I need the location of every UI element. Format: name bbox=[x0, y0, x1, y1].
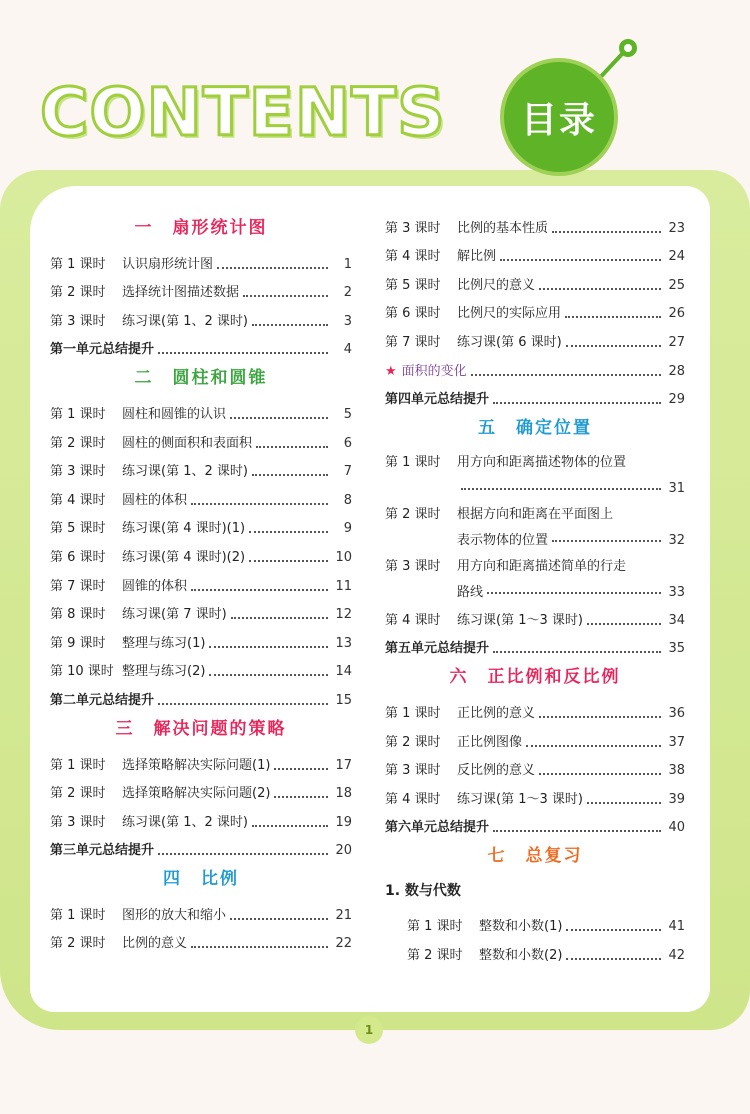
summary-title: 第五单元总结提升 bbox=[385, 641, 490, 657]
toc-entry-two-line[interactable] bbox=[385, 446, 685, 498]
lesson-number: 第 4 课时 bbox=[50, 492, 106, 508]
dot-leader bbox=[158, 853, 328, 855]
page-ref: 42 bbox=[668, 947, 685, 963]
dot-leader bbox=[493, 830, 661, 832]
page-ref: 2 bbox=[343, 285, 352, 301]
right-column bbox=[385, 210, 685, 966]
lesson-number: 第 10 课时 bbox=[50, 664, 114, 680]
contents-heading: CONTENTS bbox=[40, 74, 446, 151]
page-ref: 7 bbox=[343, 464, 352, 480]
lesson-number: 第 7 课时 bbox=[50, 578, 106, 594]
dot-leader bbox=[231, 617, 328, 619]
dot-leader bbox=[217, 267, 328, 269]
page-ref: 11 bbox=[335, 578, 352, 594]
dot-leader bbox=[209, 646, 328, 648]
toc-entry[interactable] bbox=[50, 539, 352, 568]
lesson-title: 练习课(第 1、2 课时) bbox=[122, 313, 248, 329]
dot-leader bbox=[252, 825, 328, 827]
dot-leader bbox=[191, 946, 328, 948]
page-ref: 20 bbox=[335, 843, 352, 859]
page-ref: 8 bbox=[343, 492, 352, 508]
page-number: 1 bbox=[355, 1016, 383, 1044]
page-ref: 9 bbox=[343, 521, 352, 537]
toc-entry[interactable] bbox=[385, 239, 685, 268]
lesson-title: 根据方向和距离在平面图上 bbox=[457, 507, 614, 523]
page-ref: 13 bbox=[335, 635, 352, 651]
lesson-number: 第 1 课时 bbox=[385, 455, 441, 471]
page-ref: 15 bbox=[335, 692, 352, 708]
toc-entry[interactable] bbox=[385, 695, 685, 724]
lesson-title: 用方向和距离描述物体的位置 bbox=[457, 455, 627, 471]
toc-entry[interactable] bbox=[50, 804, 352, 833]
dot-leader bbox=[158, 352, 328, 354]
lesson-title: 练习课(第 4 课时)(2) bbox=[122, 549, 246, 565]
left-column bbox=[50, 210, 352, 954]
lesson-number: 第 1 课时 bbox=[407, 918, 463, 934]
lesson-number: 第 1 课时 bbox=[50, 256, 106, 272]
lesson-title: 整理与练习(1) bbox=[122, 635, 206, 651]
lesson-number: 第 2 课时 bbox=[50, 786, 106, 802]
lesson-number: 第 2 课时 bbox=[385, 507, 441, 523]
toc-entry[interactable] bbox=[50, 246, 352, 275]
lesson-title: 比例尺的实际应用 bbox=[457, 306, 562, 322]
unit-title: 六 正比例和反比例 bbox=[449, 667, 621, 688]
lesson-number: 第 3 课时 bbox=[385, 559, 441, 575]
lesson-number: 第 7 课时 bbox=[385, 334, 441, 350]
toc-entry[interactable] bbox=[50, 776, 352, 805]
page-ref: 35 bbox=[668, 641, 685, 657]
page-ref: 36 bbox=[668, 705, 685, 721]
entry-line-2 bbox=[385, 470, 685, 496]
page-ref: 29 bbox=[668, 392, 685, 408]
unit-summary-entry[interactable] bbox=[385, 810, 685, 839]
toc-entry[interactable] bbox=[50, 926, 352, 955]
lesson-number: 第 3 课时 bbox=[50, 814, 106, 830]
dot-leader bbox=[274, 796, 328, 798]
toc-entry[interactable] bbox=[50, 897, 352, 926]
dot-leader bbox=[493, 402, 661, 404]
dot-leader bbox=[566, 345, 661, 347]
summary-title: 第一单元总结提升 bbox=[50, 342, 155, 358]
toc-entry[interactable] bbox=[50, 654, 352, 683]
page-ref: 33 bbox=[668, 585, 685, 601]
lesson-number: 第 5 课时 bbox=[50, 521, 106, 537]
entry-line-1 bbox=[385, 498, 685, 522]
unit-title: 三 解决问题的策略 bbox=[115, 718, 287, 739]
lesson-number: 第 4 课时 bbox=[385, 791, 441, 807]
lesson-title: 圆柱的侧面积和表面积 bbox=[122, 435, 253, 451]
toc-entry[interactable] bbox=[385, 324, 685, 353]
lesson-title: 练习课(第 6 课时) bbox=[457, 334, 562, 350]
lesson-title: 整理与练习(2) bbox=[122, 664, 206, 680]
lesson-number: 第 2 课时 bbox=[50, 936, 106, 952]
lesson-title: 练习课(第 4 课时)(1) bbox=[122, 521, 246, 537]
page-ref: 23 bbox=[668, 220, 685, 236]
toc-entry[interactable] bbox=[50, 482, 352, 511]
dot-leader bbox=[471, 374, 661, 376]
dot-leader bbox=[587, 802, 661, 804]
lesson-title: 比例的意义 bbox=[122, 936, 188, 952]
entry-line-2 bbox=[385, 522, 685, 548]
entry-line-1 bbox=[385, 550, 685, 574]
dot-leader bbox=[500, 259, 661, 261]
lesson-number: 第 1 课时 bbox=[50, 907, 106, 923]
page-ref: 24 bbox=[668, 249, 685, 265]
dot-leader bbox=[493, 651, 661, 653]
page-ref: 18 bbox=[335, 786, 352, 802]
toc-entry[interactable] bbox=[50, 454, 352, 483]
entry-line-2 bbox=[385, 574, 685, 600]
summary-title: 第二单元总结提升 bbox=[50, 692, 155, 708]
lesson-number: 第 4 课时 bbox=[385, 612, 441, 628]
lesson-number: 第 2 课时 bbox=[407, 947, 463, 963]
lesson-title: 练习课(第 1、2 课时) bbox=[122, 464, 248, 480]
lesson-number: 第 2 课时 bbox=[385, 734, 441, 750]
dot-leader bbox=[565, 316, 661, 318]
dot-leader bbox=[243, 295, 328, 297]
dot-leader bbox=[526, 745, 661, 747]
mulu-label: 目录 bbox=[520, 99, 597, 141]
page-ref: 4 bbox=[343, 342, 352, 358]
dot-leader bbox=[249, 531, 328, 533]
page-ref: 19 bbox=[335, 814, 352, 830]
page-ref: 41 bbox=[668, 918, 685, 934]
page-ref: 32 bbox=[668, 533, 685, 549]
lesson-title: 选择策略解决实际问题(1) bbox=[122, 757, 271, 773]
lesson-number: 第 1 课时 bbox=[385, 705, 441, 721]
lesson-number: 第 3 课时 bbox=[385, 763, 441, 779]
toc-entry[interactable] bbox=[385, 937, 685, 966]
page-ref: 14 bbox=[335, 664, 352, 680]
lesson-number: 第 2 课时 bbox=[50, 285, 106, 301]
page-ref: 31 bbox=[668, 481, 685, 497]
toc-entry[interactable] bbox=[50, 396, 352, 425]
page-ref: 39 bbox=[668, 791, 685, 807]
lesson-title: 正比例图像 bbox=[457, 734, 523, 750]
lesson-title: 用方向和距离描述简单的行走 bbox=[457, 559, 627, 575]
page-ref: 5 bbox=[343, 406, 352, 422]
lesson-title: 比例的基本性质 bbox=[457, 220, 549, 236]
page-ref: 26 bbox=[668, 306, 685, 322]
lesson-title: 练习课(第 1～3 课时) bbox=[457, 612, 583, 628]
lesson-number: 第 5 课时 bbox=[385, 277, 441, 293]
unit-title: 二 圆柱和圆锥 bbox=[134, 368, 268, 389]
page-ref: 21 bbox=[335, 907, 352, 923]
unit-title: 七 总复习 bbox=[487, 846, 583, 867]
toc-entry[interactable] bbox=[385, 753, 685, 782]
dot-leader bbox=[158, 703, 328, 705]
lesson-title: 练习课(第 1、2 课时) bbox=[122, 814, 248, 830]
lesson-number: 第 6 课时 bbox=[50, 549, 106, 565]
lesson-number: 第 8 课时 bbox=[50, 607, 106, 623]
lesson-number: 第 4 课时 bbox=[385, 249, 441, 265]
section-subheading: 1. 数与代数 bbox=[385, 883, 461, 900]
lesson-title: 整数和小数(1) bbox=[479, 918, 563, 934]
lesson-number: 第 2 课时 bbox=[50, 435, 106, 451]
lesson-number: 第 3 课时 bbox=[50, 313, 106, 329]
toc-entry[interactable] bbox=[385, 296, 685, 325]
toc-entry[interactable] bbox=[385, 210, 685, 239]
page-ref: 3 bbox=[343, 313, 352, 329]
lesson-title: 整数和小数(2) bbox=[479, 947, 563, 963]
dot-leader bbox=[252, 324, 328, 326]
page-ref: 6 bbox=[343, 435, 352, 451]
summary-title: 第六单元总结提升 bbox=[385, 820, 490, 836]
unit-summary-entry[interactable] bbox=[50, 833, 352, 862]
summary-title: 第四单元总结提升 bbox=[385, 392, 490, 408]
toc-entry[interactable] bbox=[385, 267, 685, 296]
dot-leader bbox=[566, 929, 661, 931]
page-ref: 38 bbox=[668, 763, 685, 779]
toc-entry[interactable] bbox=[385, 724, 685, 753]
dot-leader bbox=[274, 768, 328, 770]
page-ref: 22 bbox=[335, 936, 352, 952]
lesson-title: 正比例的意义 bbox=[457, 705, 536, 721]
dot-leader bbox=[191, 589, 328, 591]
unit-summary-entry[interactable] bbox=[385, 631, 685, 660]
lesson-title-continued: 路线 bbox=[457, 585, 484, 601]
mulu-badge bbox=[504, 62, 614, 172]
toc-entry[interactable] bbox=[385, 781, 685, 810]
toc-entry[interactable] bbox=[50, 275, 352, 304]
dot-leader bbox=[587, 623, 661, 625]
page-ref: 10 bbox=[335, 549, 352, 565]
toc-entry-two-line[interactable] bbox=[385, 550, 685, 602]
topic-title: 面积的变化 bbox=[401, 363, 467, 379]
dot-leader bbox=[191, 503, 328, 505]
toc-entry-two-line[interactable] bbox=[385, 498, 685, 550]
dot-leader bbox=[249, 560, 328, 562]
star-icon: ★ bbox=[385, 363, 397, 379]
lesson-number: 第 3 课时 bbox=[385, 220, 441, 236]
page-ref: 12 bbox=[335, 607, 352, 623]
lesson-title: 选择统计图描述数据 bbox=[122, 285, 240, 301]
toc-entry[interactable] bbox=[50, 625, 352, 654]
dot-leader bbox=[209, 674, 328, 676]
toc-entry[interactable] bbox=[50, 568, 352, 597]
lesson-title: 练习课(第 1～3 课时) bbox=[457, 791, 583, 807]
dot-leader bbox=[256, 446, 328, 448]
lesson-number: 第 3 课时 bbox=[50, 464, 106, 480]
dot-leader bbox=[230, 417, 328, 419]
toc-entry[interactable] bbox=[50, 597, 352, 626]
toc-entry[interactable] bbox=[50, 425, 352, 454]
page-ref: 17 bbox=[335, 757, 352, 773]
entry-line-1 bbox=[385, 446, 685, 470]
unit-summary-entry[interactable] bbox=[50, 332, 352, 361]
lesson-title: 认识扇形统计图 bbox=[122, 256, 214, 272]
dot-leader bbox=[230, 918, 328, 920]
dot-leader bbox=[539, 288, 661, 290]
page-ref: 28 bbox=[668, 363, 685, 379]
dot-leader bbox=[566, 958, 661, 960]
toc-entry[interactable] bbox=[50, 303, 352, 332]
toc-entry[interactable] bbox=[50, 511, 352, 540]
dot-leader bbox=[461, 488, 661, 490]
dot-leader bbox=[552, 540, 661, 542]
lesson-title: 解比例 bbox=[457, 249, 497, 265]
dot-leader bbox=[552, 231, 661, 233]
topic-entry[interactable] bbox=[385, 353, 685, 382]
toc-entry[interactable] bbox=[50, 747, 352, 776]
lesson-number: 第 6 课时 bbox=[385, 306, 441, 322]
unit-title: 一 扇形统计图 bbox=[134, 218, 268, 238]
dot-leader bbox=[252, 474, 328, 476]
lesson-title: 图形的放大和缩小 bbox=[122, 907, 227, 923]
dot-leader bbox=[539, 716, 661, 718]
lesson-title: 反比例的意义 bbox=[457, 763, 536, 779]
toc-entry[interactable] bbox=[385, 908, 685, 937]
unit-title: 五 确定位置 bbox=[478, 418, 592, 439]
unit-title: 四 比例 bbox=[163, 869, 239, 890]
lesson-title: 练习课(第 7 课时) bbox=[122, 607, 227, 623]
dot-leader bbox=[487, 592, 661, 594]
page-ref: 37 bbox=[668, 734, 685, 750]
lesson-title: 选择策略解决实际问题(2) bbox=[122, 786, 271, 802]
lesson-title: 圆柱和圆锥的认识 bbox=[122, 406, 227, 422]
unit-summary-entry[interactable] bbox=[50, 682, 352, 711]
dot-leader bbox=[539, 773, 661, 775]
unit-summary-entry[interactable] bbox=[385, 382, 685, 411]
lesson-title-continued: 表示物体的位置 bbox=[457, 533, 549, 549]
lesson-number: 第 9 课时 bbox=[50, 635, 106, 651]
lesson-title: 比例尺的意义 bbox=[457, 277, 536, 293]
toc-entry[interactable] bbox=[385, 602, 685, 631]
lesson-title: 圆锥的体积 bbox=[122, 578, 188, 594]
lesson-number: 第 1 课时 bbox=[50, 406, 106, 422]
page-ref: 34 bbox=[668, 612, 685, 628]
lesson-number: 第 1 课时 bbox=[50, 757, 106, 773]
page-ref: 40 bbox=[668, 820, 685, 836]
page-ref: 27 bbox=[668, 334, 685, 350]
lesson-title: 圆柱的体积 bbox=[122, 492, 188, 508]
page-ref: 1 bbox=[343, 256, 352, 272]
summary-title: 第三单元总结提升 bbox=[50, 843, 155, 859]
page-ref: 25 bbox=[668, 277, 685, 293]
